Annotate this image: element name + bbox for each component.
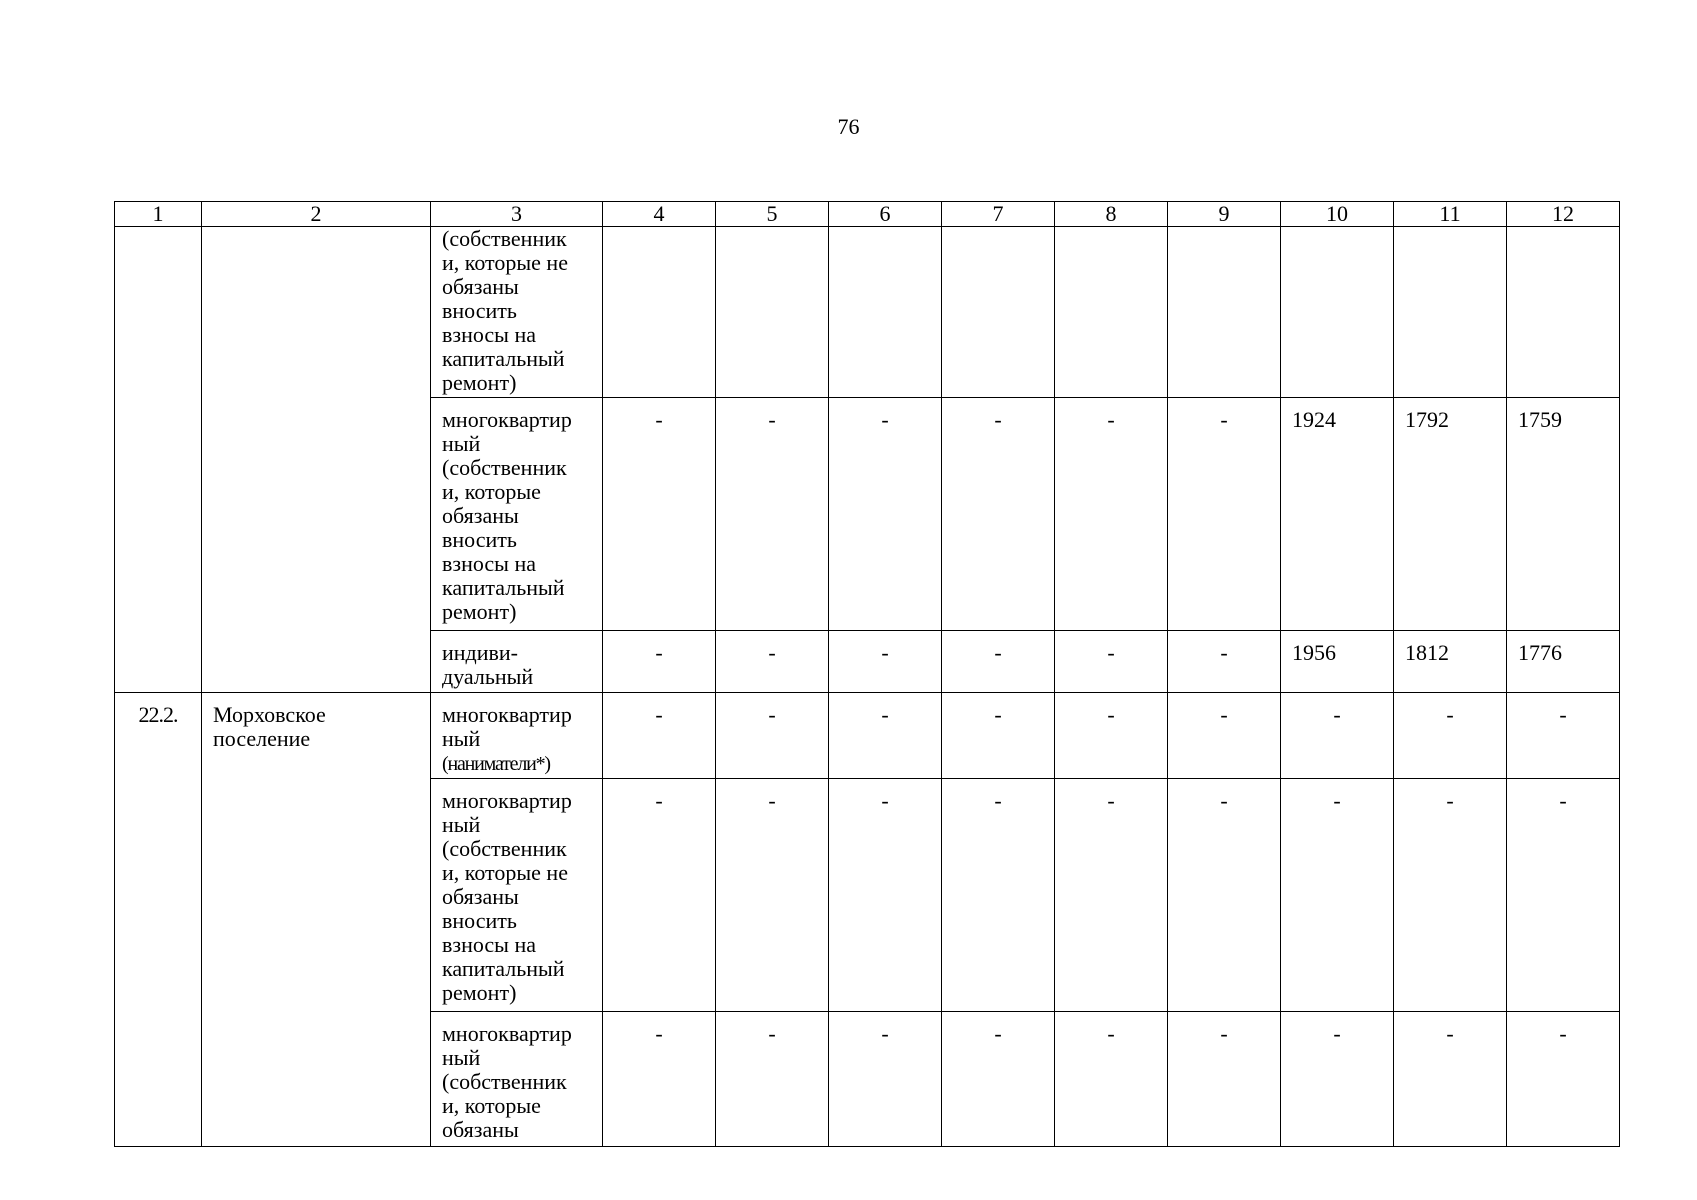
header-cell: 12 — [1507, 202, 1620, 227]
header-cell: 3 — [431, 202, 603, 227]
header-cell: 7 — [942, 202, 1055, 227]
value-cell — [716, 227, 829, 398]
header-cell: 5 — [716, 202, 829, 227]
housing-type-subtext: (наниматели*) — [442, 753, 550, 775]
value-cell: - — [1507, 1012, 1620, 1147]
header-cell: 2 — [202, 202, 431, 227]
header-cell: 8 — [1055, 202, 1168, 227]
value-cell: - — [716, 779, 829, 1012]
settlement-name-cell: Морховское поселение — [202, 693, 431, 1147]
row-number-cell — [115, 227, 202, 693]
value-cell: - — [716, 631, 829, 693]
value-cell — [942, 227, 1055, 398]
value-cell: - — [603, 779, 716, 1012]
housing-type-text: многоквартир ный — [442, 702, 572, 751]
value-cell: - — [603, 1012, 716, 1147]
value-cell: 1956 — [1281, 631, 1394, 693]
value-cell — [1394, 227, 1507, 398]
value-cell: - — [1168, 398, 1281, 631]
table-row — [115, 693, 1620, 779]
value-cell — [1168, 227, 1281, 398]
housing-type-cell: многоквартир ный (собственник и, которые обязаны — [431, 1012, 603, 1147]
housing-type-cell: многоквартир ный (собственник и, которые не обязаны вносить взносы на капитальный ремонт) — [431, 779, 603, 1012]
header-cell: 9 — [1168, 202, 1281, 227]
header-cell: 10 — [1281, 202, 1394, 227]
value-cell: - — [1168, 693, 1281, 779]
value-cell: - — [603, 693, 716, 779]
value-cell: - — [716, 1012, 829, 1147]
header-cell: 11 — [1394, 202, 1507, 227]
value-cell: 1792 — [1394, 398, 1507, 631]
value-cell: - — [1507, 693, 1620, 779]
value-cell: - — [1168, 1012, 1281, 1147]
value-cell: - — [1168, 779, 1281, 1012]
value-cell: - — [1055, 398, 1168, 631]
value-cell: - — [942, 1012, 1055, 1147]
value-cell: 1776 — [1507, 631, 1620, 693]
header-cell: 6 — [829, 202, 942, 227]
settlement-name-cell — [202, 227, 431, 693]
value-cell: - — [1507, 779, 1620, 1012]
header-cell: 1 — [115, 202, 202, 227]
value-cell: - — [1055, 779, 1168, 1012]
value-cell: - — [942, 779, 1055, 1012]
header-cell: 4 — [603, 202, 716, 227]
row-number-cell: 22.2. — [115, 693, 202, 1147]
value-cell: - — [1281, 779, 1394, 1012]
value-cell: - — [1055, 693, 1168, 779]
value-cell: - — [1168, 631, 1281, 693]
housing-type-cell: (собственник и, которые не обязаны вносить взносы на капитальный ремонт) — [431, 227, 603, 398]
value-cell: - — [716, 398, 829, 631]
housing-type-cell: многоквартир ный (собственник и, которые обязаны вносить взносы на капитальный ремонт) — [431, 398, 603, 631]
value-cell: 1924 — [1281, 398, 1394, 631]
value-cell: 1759 — [1507, 398, 1620, 631]
value-cell — [1507, 227, 1620, 398]
value-cell: - — [1281, 1012, 1394, 1147]
value-cell: 1812 — [1394, 631, 1507, 693]
value-cell: - — [716, 693, 829, 779]
value-cell: - — [1055, 1012, 1168, 1147]
value-cell: - — [1394, 779, 1507, 1012]
value-cell: - — [942, 631, 1055, 693]
table-row — [115, 227, 1620, 398]
value-cell: - — [829, 779, 942, 1012]
housing-type-cell: индиви- дуальный — [431, 631, 603, 693]
housing-type-cell — [431, 693, 603, 779]
value-cell: - — [942, 693, 1055, 779]
value-cell: - — [829, 1012, 942, 1147]
value-cell: - — [942, 398, 1055, 631]
page-number: 76 — [837, 114, 860, 139]
value-cell: - — [1394, 1012, 1507, 1147]
value-cell: - — [1394, 693, 1507, 779]
header-row — [115, 202, 1620, 227]
value-cell — [603, 227, 716, 398]
value-cell: - — [603, 631, 716, 693]
value-cell: - — [603, 398, 716, 631]
value-cell: - — [1055, 631, 1168, 693]
value-cell — [1055, 227, 1168, 398]
value-cell — [829, 227, 942, 398]
value-cell: - — [829, 631, 942, 693]
value-cell: - — [1281, 693, 1394, 779]
value-cell: - — [829, 398, 942, 631]
value-cell: - — [829, 693, 942, 779]
value-cell — [1281, 227, 1394, 398]
data-table — [114, 201, 1620, 1147]
